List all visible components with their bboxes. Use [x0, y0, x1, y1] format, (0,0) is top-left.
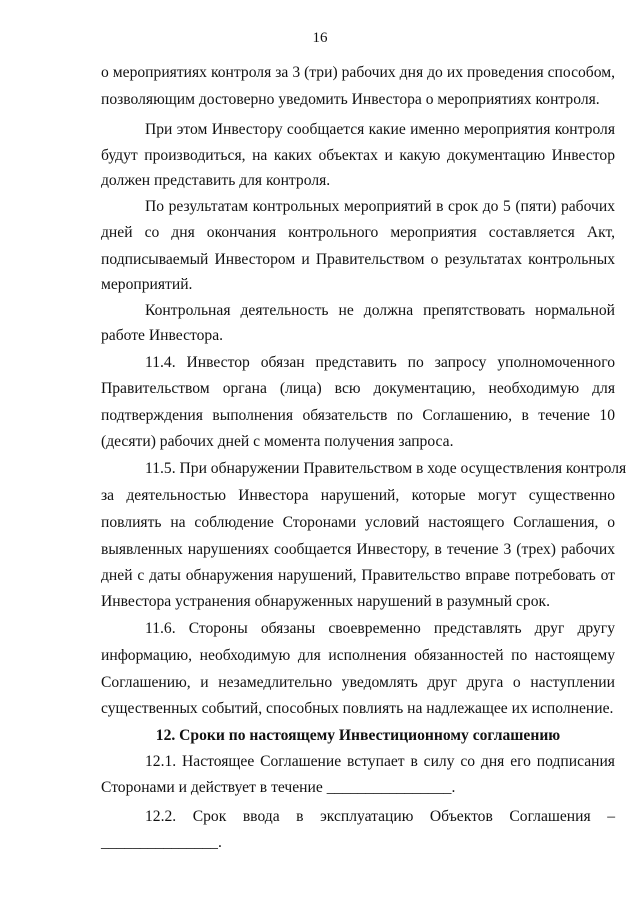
paragraph-line: повлиять на соблюдение Сторонами условий настоящего Соглашения, о	[101, 514, 615, 531]
paragraph-line: 11.6. Стороны обязаны своевременно представлять друг другу	[145, 620, 615, 637]
paragraph-line: 12.1. Настоящее Соглашение вступает в силу со дня его подписания	[145, 753, 615, 770]
paragraph-line: Правительством органа (лица) всю документацию, необходимую для	[101, 380, 615, 397]
section-heading: 12. Сроки по настоящему Инвестиционному соглашению	[155, 727, 561, 744]
paragraph-line: дней со дня окончания контрольного мероприятия составляется Акт,	[101, 224, 615, 241]
paragraph-line: мероприятий.	[101, 276, 193, 293]
paragraph-line: Контрольная деятельность не должна препятствовать нормальной	[145, 302, 615, 319]
paragraph-line: Сторонами и действует в течение ________________.	[101, 779, 456, 796]
page-number: 16	[312, 30, 328, 46]
paragraph-line: будут производиться, на каких объектах и какую документацию Инвестор	[101, 147, 615, 164]
paragraph-line: за деятельностью Инвестора нарушений, которые могут существенно	[101, 487, 615, 504]
paragraph-line: подтверждения выполнения обязательств по Соглашению, в течение 10	[101, 407, 615, 424]
paragraph-line: 11.5. При обнаружении Правительством в ходе осуществления контроля	[145, 460, 627, 477]
paragraph-line: работе Инвестора.	[101, 327, 224, 344]
paragraph-line: существенных событий, способных повлиять на надлежащее их исполнение.	[101, 700, 614, 717]
paragraph-line: Инвестора устранения обнаруженных нарушений в разумный срок.	[101, 593, 550, 610]
paragraph-line: _______________.	[101, 834, 222, 851]
paragraph-line: о мероприятиях контроля за 3 (три) рабочих дня до их проведения способом,	[101, 64, 615, 81]
paragraph-line: 12.2. Срок ввода в эксплуатацию Объектов Соглашения –	[145, 808, 615, 825]
paragraph-line: подписываемый Инвестором и Правительством о результатах контрольных	[101, 251, 615, 268]
paragraph-line: должен представить для контроля.	[101, 172, 331, 189]
paragraph-line: информацию, необходимую для исполнения обязанностей по настоящему	[101, 647, 615, 664]
paragraph-line: дней с даты обнаружения нарушений, Правительство вправе потребовать от	[101, 567, 615, 584]
paragraph-line: выявленных нарушениях сообщается Инвестору, в течение 3 (трех) рабочих	[101, 541, 615, 558]
paragraph-line: При этом Инвестору сообщается какие именно мероприятия контроля	[145, 121, 615, 138]
paragraph-line: 11.4. Инвестор обязан представить по запросу уполномоченного	[145, 354, 615, 371]
paragraph-line: позволяющим достоверно уведомить Инвестора о мероприятиях контроля.	[101, 91, 600, 108]
paragraph-line: По результатам контрольных мероприятий в срок до 5 (пяти) рабочих	[145, 198, 615, 215]
paragraph-line: (десяти) рабочих дней с момента получения запроса.	[101, 433, 454, 450]
paragraph-line: Соглашению, и незамедлительно уведомлять друг друга о наступлении	[101, 674, 615, 691]
